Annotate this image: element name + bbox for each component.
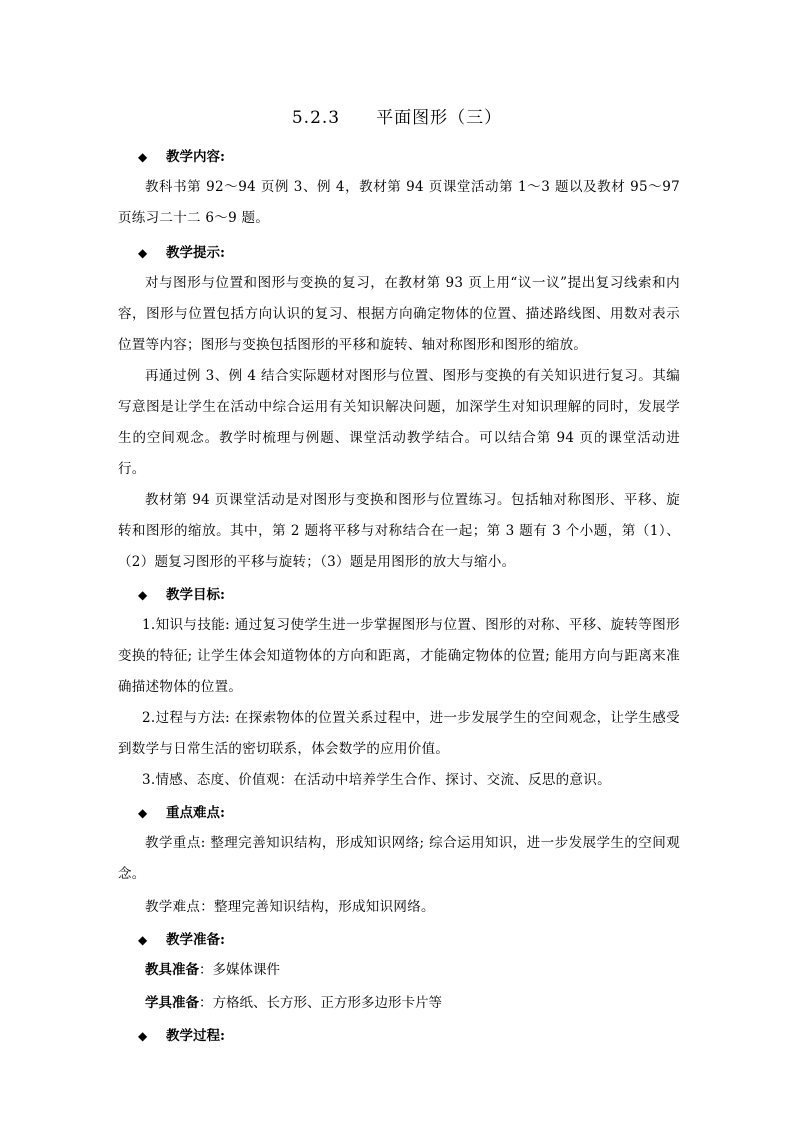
prep-student-label: 学具准备 (145, 995, 199, 1011)
heading-label: 教学准备: (166, 932, 225, 948)
tips-paragraph-2: 再通过例 3、例 4 结合实际题材对图形与位置、图形与变换的有关知识进行复习。其编写意图是让学生在活动中综合运用有关知识解决问题，加深学生对知识理解的同时，发展学生的空间观念。教学时梳理与例题、课堂活动教学结合。可以结合第 94 页的课堂活动进行。 (118, 368, 680, 477)
heading-label: 教学目标: (166, 587, 225, 603)
goal-process: 2.过程与方法: 在探索物体的位置关系过程中，进一步发展学生的空间观念，让学生感受到数学与日常生活的密切联系，体会数学的应用价值。 (118, 710, 680, 757)
section-heading-process (118, 1021, 680, 1051)
heading-label: 教学过程: (166, 1028, 225, 1044)
section-heading-tips (118, 238, 680, 268)
diamond-bullet-icon: ◆ (138, 1029, 148, 1043)
goal-attitude: 3.情感、态度、价值观：在活动中培养学生合作、探讨、交流、反思的意识。 (142, 772, 611, 788)
section-heading-content (118, 142, 680, 172)
prep-student (118, 988, 680, 1019)
tips-paragraph-3: 教材第 94 页课堂活动是对图形与变换和图形与位置练习。包括轴对称图形、平移、旋转和图形的缩放。其中，第 2 题将平移与对称结合在一起；第 3 题有 3 个小题，第（1）、（2）题复习图形的平移与旋转；（3）题是用图形的放大与缩小。 (118, 492, 680, 570)
prep-teacher-label: 教具准备 (145, 962, 199, 978)
goal-knowledge: 1.知识与技能: 通过复习使学生进一步掌握图形与位置、图形的对称、平移、旋转等图形变换的特征; 让学生体会知道物体的方向和距离，才能确定物体的位置; 能用方向与距离来准确描述物体的位置。 (118, 617, 680, 695)
section-heading-prep (118, 925, 680, 955)
heading-label: 重点难点: (166, 805, 225, 821)
diamond-bullet-icon: ◆ (138, 246, 148, 260)
diamond-bullet-icon: ◆ (138, 588, 148, 602)
prep-teacher-text: ：多媒体课件 (199, 962, 280, 978)
prep-student-text: ：方格纸、长方形、正方形多边形卡片等 (199, 995, 442, 1011)
prep-teacher (118, 955, 680, 986)
diamond-bullet-icon: ◆ (138, 806, 148, 820)
key-focus: 教学重点: 整理完善知识结构，形成知识网络; 综合运用知识，进一步发展学生的空间观念。 (118, 835, 680, 882)
content-paragraph: 教科书第 92～94 页例 3、例 4，教材第 94 页课堂活动第 1～3 题以及教材 95～97 页练习二十二 6～9 题。 (118, 179, 680, 226)
diamond-bullet-icon: ◆ (138, 933, 148, 947)
key-difficulty: 教学难点：整理完善知识结构，形成知识网络。 (145, 899, 435, 915)
page-title: 5.2.3 平面图形（三） (291, 108, 503, 128)
heading-label: 教学内容: (166, 149, 225, 165)
diamond-bullet-icon: ◆ (138, 150, 148, 164)
document-body (118, 142, 680, 1051)
section-heading-keypoints (118, 798, 680, 828)
tips-paragraph-1: 对与图形与位置和图形与变换的复习，在教材第 93 页上用“议一议”提出复习线索和内容，图形与位置包括方向认识的复习、根据方向确定物体的位置、描述路线图、用数对表示位置等内容；图形与变换包括图形的平移和旋转、轴对称图形和图形的缩放。 (118, 275, 680, 353)
section-heading-goals (118, 580, 680, 610)
heading-label: 教学提示: (166, 245, 225, 261)
